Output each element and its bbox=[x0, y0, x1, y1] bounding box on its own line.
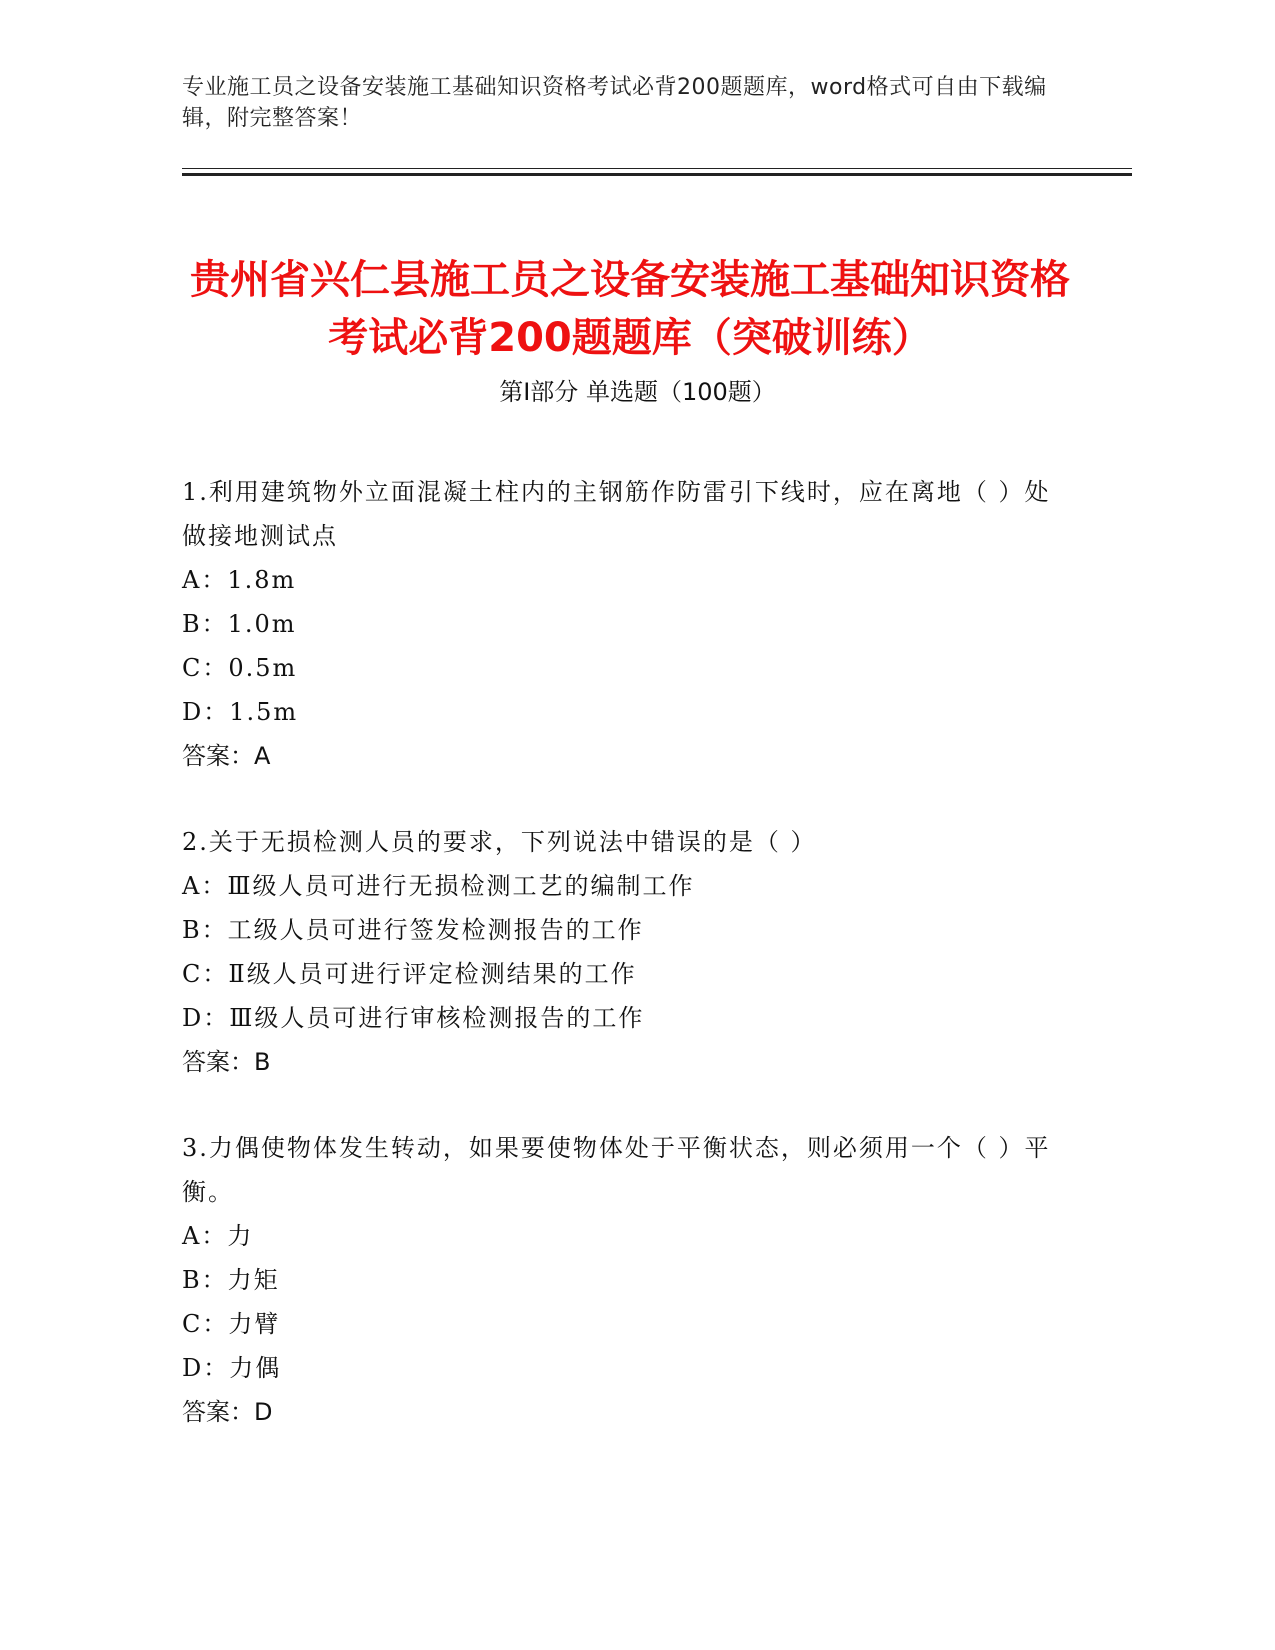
question-item bbox=[182, 820, 1062, 1084]
option-key: A： bbox=[182, 872, 228, 900]
option-text: 力矩 bbox=[227, 1266, 280, 1294]
option-a bbox=[182, 864, 1062, 908]
option-d bbox=[182, 690, 1062, 734]
option-key: C： bbox=[182, 960, 229, 988]
option-c bbox=[182, 1302, 1062, 1346]
question-item bbox=[182, 470, 1062, 778]
question-stem: 3.力偶使物体发生转动，如果要使物体处于平衡状态，则必须用一个（ ）平衡。 bbox=[182, 1134, 1051, 1206]
option-text: 工级人员可进行签发检测报告的工作 bbox=[227, 916, 644, 944]
option-key: B： bbox=[182, 916, 228, 944]
option-key: D： bbox=[182, 698, 230, 726]
option-text: 力偶 bbox=[229, 1354, 282, 1382]
option-key: B： bbox=[182, 610, 228, 638]
answer-line: 答案：B bbox=[182, 1048, 271, 1076]
option-c bbox=[182, 952, 1062, 996]
option-b bbox=[182, 1258, 1062, 1302]
option-text: 力臂 bbox=[228, 1310, 281, 1338]
question-item bbox=[182, 1126, 1062, 1434]
option-b bbox=[182, 908, 1062, 952]
document-title: 贵州省兴仁县施工员之设备安装施工基础知识资格考试必背200题题库（突破训练） bbox=[190, 256, 1070, 361]
option-text: 1.8m bbox=[227, 566, 297, 594]
answer-line: 答案：A bbox=[182, 742, 271, 770]
header-divider-thin bbox=[182, 168, 1132, 169]
option-key: A： bbox=[182, 1222, 228, 1250]
option-key: C： bbox=[182, 1310, 229, 1338]
option-d bbox=[182, 996, 1062, 1040]
option-b bbox=[182, 602, 1062, 646]
option-text: Ⅲ级人员可进行审核检测报告的工作 bbox=[229, 1004, 645, 1032]
page-header: 专业施工员之设备安装施工基础知识资格考试必背200题题库，word格式可自由下载编辑，附完整答案！ bbox=[182, 75, 1047, 131]
option-d bbox=[182, 1346, 1062, 1390]
answer-line: 答案：D bbox=[182, 1398, 273, 1426]
option-text: Ⅲ级人员可进行无损检测工艺的编制工作 bbox=[227, 872, 695, 900]
option-text: 0.5m bbox=[228, 654, 298, 682]
question-stem: 2.关于无损检测人员的要求，下列说法中错误的是（ ） bbox=[182, 828, 817, 856]
option-key: D： bbox=[182, 1354, 230, 1382]
option-key: A： bbox=[182, 566, 228, 594]
option-text: 1.5m bbox=[229, 698, 299, 726]
option-key: C： bbox=[182, 654, 229, 682]
option-text: 力 bbox=[227, 1222, 254, 1250]
option-a bbox=[182, 1214, 1062, 1258]
option-text: 1.0m bbox=[227, 610, 297, 638]
option-key: B： bbox=[182, 1266, 228, 1294]
header-divider-thick bbox=[182, 173, 1132, 176]
option-a bbox=[182, 558, 1062, 602]
option-c bbox=[182, 646, 1062, 690]
option-text: Ⅱ级人员可进行评定检测结果的工作 bbox=[228, 960, 637, 988]
question-stem: 1.利用建筑物外立面混凝土柱内的主钢筋作防雷引下线时，应在离地（ ）处做接地测试点 bbox=[182, 478, 1051, 550]
question-list bbox=[182, 470, 1062, 1476]
section-title: 第Ⅰ部分 单选题（100题） bbox=[499, 378, 776, 406]
option-key: D： bbox=[182, 1004, 230, 1032]
